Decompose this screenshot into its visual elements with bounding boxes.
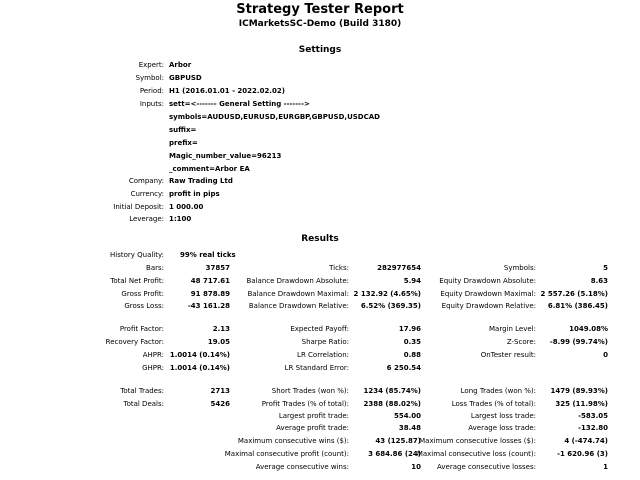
result-label: Equity Drawdown Maximal: <box>440 290 536 298</box>
settings-value: Magic_number_value=96213 <box>169 152 282 160</box>
result-value: -583.05 <box>578 412 608 420</box>
result-value: 37857 <box>205 264 230 272</box>
settings-heading: Settings <box>298 45 342 55</box>
result-value: 0 <box>603 351 608 359</box>
settings-label: Symbol: <box>135 74 164 82</box>
result-value: 2 557.26 (5.18%) <box>540 290 608 298</box>
result-value: 38.48 <box>398 424 421 432</box>
history-quality-label: History Quality: <box>110 251 164 259</box>
result-value: -43 161.28 <box>187 302 230 310</box>
result-label: Total Net Profit: <box>110 277 164 285</box>
result-value: 282977654 <box>377 264 421 272</box>
result-label: Recovery Factor: <box>105 338 164 346</box>
result-label: Gross Profit: <box>121 290 164 298</box>
result-label: Bars: <box>146 264 164 272</box>
settings-label: Initial Deposit: <box>113 203 164 211</box>
result-value: 6 250.54 <box>386 364 421 372</box>
result-value: 43 (125.87) <box>375 437 421 445</box>
result-label: Maximal consecutive loss (count): <box>416 450 536 458</box>
result-label: OnTester result: <box>480 351 536 359</box>
result-label: Balance Drawdown Maximal: <box>247 290 349 298</box>
settings-value: prefix= <box>169 139 198 147</box>
result-value: 6.81% (386.45) <box>547 302 608 310</box>
result-value: 19.05 <box>207 338 230 346</box>
result-value: 1479 (89.93%) <box>550 387 608 395</box>
result-label: LR Correlation: <box>297 351 349 359</box>
settings-value: Arbor <box>169 61 192 69</box>
result-label: Expected Payoff: <box>290 325 349 333</box>
result-label: Margin Level: <box>489 325 536 333</box>
settings-value: profit in pips <box>169 190 220 198</box>
settings-value: H1 (2016.01.01 - 2022.02.02) <box>169 87 285 95</box>
result-value: 91 878.89 <box>190 290 230 298</box>
result-label: Balance Drawdown Relative: <box>248 302 349 310</box>
settings-label: Inputs: <box>139 100 164 108</box>
result-value: 2.13 <box>212 325 230 333</box>
result-value: 48 717.61 <box>190 277 230 285</box>
result-label: Maximum consecutive losses ($): <box>419 437 536 445</box>
result-label: Maximal consecutive profit (count): <box>224 450 349 458</box>
settings-value: _comment=Arbor EA <box>169 165 250 173</box>
result-label: AHPR: <box>142 351 164 359</box>
result-value: 0.35 <box>403 338 421 346</box>
result-value: 554.00 <box>393 412 421 420</box>
result-value: 1234 (85.74%) <box>363 387 421 395</box>
result-value: 6.52% (369.35) <box>360 302 421 310</box>
result-label: Profit Factor: <box>119 325 164 333</box>
result-value: 4 (-474.74) <box>564 437 608 445</box>
result-label: Average consecutive losses: <box>437 463 536 471</box>
result-value: 5.94 <box>403 277 421 285</box>
settings-label: Expert: <box>138 61 164 69</box>
result-value: -8.99 (99.74%) <box>549 338 608 346</box>
result-value: 2713 <box>210 387 230 395</box>
result-value: 5 <box>603 264 608 272</box>
result-value: -132.80 <box>578 424 608 432</box>
result-value: 1049.08% <box>569 325 608 333</box>
result-value: 2388 (88.02%) <box>363 400 421 408</box>
result-value: 325 (11.98%) <box>555 400 608 408</box>
result-label: Equity Drawdown Absolute: <box>439 277 536 285</box>
settings-value: Raw Trading Ltd <box>169 177 233 185</box>
result-value: 10 <box>411 463 421 471</box>
result-value: 5426 <box>210 400 230 408</box>
settings-label: Period: <box>139 87 164 95</box>
result-label: Largest profit trade: <box>278 412 349 420</box>
settings-value: 1:100 <box>169 215 192 223</box>
settings-value: sett=<------- General Setting -------> <box>169 100 310 108</box>
result-label: Z-Score: <box>506 338 536 346</box>
result-value: 8.63 <box>590 277 608 285</box>
result-value: 3 684.86 (24) <box>368 450 421 458</box>
settings-value: GBPUSD <box>169 74 202 82</box>
report-subtitle: ICMarketsSC-Demo (Build 3180) <box>238 19 402 29</box>
settings-value: symbols=AUDUSD,EURUSD,EURGBP,GBPUSD,USDCAD <box>169 113 380 121</box>
settings-value: 1 000.00 <box>169 203 204 211</box>
result-label: Balance Drawdown Absolute: <box>246 277 349 285</box>
result-label: Gross Loss: <box>124 302 164 310</box>
result-value: 0.88 <box>403 351 421 359</box>
result-value: 1 <box>603 463 608 471</box>
result-label: Long Trades (won %): <box>460 387 536 395</box>
results-heading: Results <box>301 234 339 244</box>
history-quality-value: 99% real ticks <box>180 251 236 259</box>
result-label: Average consecutive wins: <box>255 463 349 471</box>
result-label: Maximum consecutive wins ($): <box>237 437 349 445</box>
settings-label: Company: <box>128 177 164 185</box>
result-label: GHPR: <box>142 364 164 372</box>
result-value: 17.96 <box>398 325 421 333</box>
result-label: Total Deals: <box>123 400 164 408</box>
report-title: Strategy Tester Report <box>236 2 404 17</box>
result-value: 1.0014 (0.14%) <box>169 364 230 372</box>
result-label: Average profit trade: <box>276 424 349 432</box>
result-label: Largest loss trade: <box>470 412 536 420</box>
result-label: Short Trades (won %): <box>271 387 349 395</box>
result-label: Total Trades: <box>120 387 164 395</box>
result-label: Sharpe Ratio: <box>301 338 349 346</box>
result-label: Equity Drawdown Relative: <box>441 302 536 310</box>
result-value: 2 132.92 (4.65%) <box>353 290 421 298</box>
result-value: 1.0014 (0.14%) <box>169 351 230 359</box>
settings-label: Currency: <box>130 190 164 198</box>
result-label: Ticks: <box>329 264 349 272</box>
result-value: -1 620.96 (3) <box>557 450 608 458</box>
result-label: LR Standard Error: <box>284 364 349 372</box>
result-label: Loss Trades (% of total): <box>451 400 536 408</box>
result-label: Average loss trade: <box>468 424 536 432</box>
result-label: Profit Trades (% of total): <box>261 400 349 408</box>
settings-label: Leverage: <box>129 215 164 223</box>
settings-value: suffix= <box>169 126 197 134</box>
result-label: Symbols: <box>503 264 536 272</box>
